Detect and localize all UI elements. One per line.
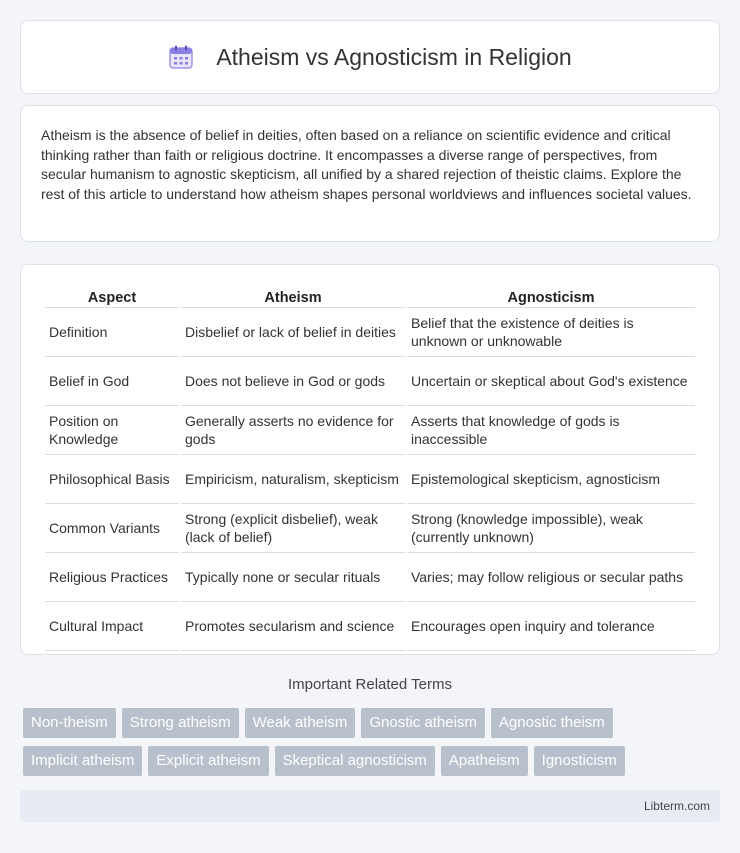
footer-site-link[interactable]: Libterm.com [643, 799, 710, 813]
cell-atheism: Generally asserts no evidence for gods [181, 406, 405, 455]
cell-atheism: Strong (explicit disbelief), weak (lack of belief) [181, 504, 405, 553]
intro-text: Atheism is the absence of belief in deities, often based on a reliance on scientific evidence and critical thinking rather than faith or religious doctrine. It encompasses a diverse range of perspectives, from secular humanism to agnostic skepticism, all unified by a shared rejection of theistic claims. Explore the rest of this article to understand how atheism shapes personal worldviews and influences societal values. [41, 127, 692, 202]
related-term-tag[interactable]: Ignosticism [534, 746, 625, 776]
comparison-card [20, 264, 720, 655]
cell-atheism: Typically none or secular rituals [181, 553, 405, 602]
table-row [45, 357, 695, 406]
related-term-tag[interactable]: Agnostic theism [491, 708, 613, 738]
table-row [45, 504, 695, 553]
cell-aspect: Belief in God [45, 357, 179, 406]
table-row [45, 602, 695, 651]
related-terms-list [23, 708, 723, 784]
intro-card [20, 105, 720, 242]
related-term-tag[interactable]: Strong atheism [122, 708, 239, 738]
cell-atheism: Disbelief or lack of belief in deities [181, 308, 405, 357]
table-row [45, 553, 695, 602]
cell-agnosticism: Belief that the existence of deities is unknown or unknowable [407, 308, 695, 357]
related-term-tag[interactable]: Explicit atheism [148, 746, 268, 776]
related-term-tag[interactable]: Gnostic atheism [361, 708, 485, 738]
calendar-icon [168, 44, 194, 70]
header-agnosticism: Agnosticism [407, 285, 695, 308]
related-term-tag[interactable]: Skeptical agnosticism [275, 746, 435, 776]
cell-atheism: Promotes secularism and science [181, 602, 405, 651]
cell-aspect: Cultural Impact [45, 602, 179, 651]
cell-agnosticism: Epistemological skepticism, agnosticism [407, 455, 695, 504]
table-header-row [45, 285, 695, 308]
cell-agnosticism: Uncertain or skeptical about God's existence [407, 357, 695, 406]
footer [20, 790, 720, 822]
table-row [45, 406, 695, 455]
cell-agnosticism: Varies; may follow religious or secular paths [407, 553, 695, 602]
cell-agnosticism: Strong (knowledge impossible), weak (currently unknown) [407, 504, 695, 553]
comparison-table [43, 285, 697, 651]
header-card [20, 20, 720, 94]
cell-aspect: Philosophical Basis [45, 455, 179, 504]
cell-agnosticism: Asserts that knowledge of gods is inaccessible [407, 406, 695, 455]
table-row [45, 455, 695, 504]
cell-aspect: Common Variants [45, 504, 179, 553]
cell-atheism: Does not believe in God or gods [181, 357, 405, 406]
cell-atheism: Empiricism, naturalism, skepticism [181, 455, 405, 504]
header-aspect: Aspect [45, 285, 179, 308]
related-terms-title: Important Related Terms [288, 676, 452, 693]
cell-agnosticism: Encourages open inquiry and tolerance [407, 602, 695, 651]
cell-aspect: Definition [45, 308, 179, 357]
related-term-tag[interactable]: Implicit atheism [23, 746, 142, 776]
header-atheism: Atheism [181, 285, 405, 308]
page-title: Atheism vs Agnosticism in Religion [216, 43, 572, 70]
table-row [45, 308, 695, 357]
cell-aspect: Position on Knowledge [45, 406, 179, 455]
related-term-tag[interactable]: Apatheism [441, 746, 528, 776]
related-term-tag[interactable]: Weak atheism [245, 708, 356, 738]
cell-aspect: Religious Practices [45, 553, 179, 602]
related-term-tag[interactable]: Non-theism [23, 708, 116, 738]
